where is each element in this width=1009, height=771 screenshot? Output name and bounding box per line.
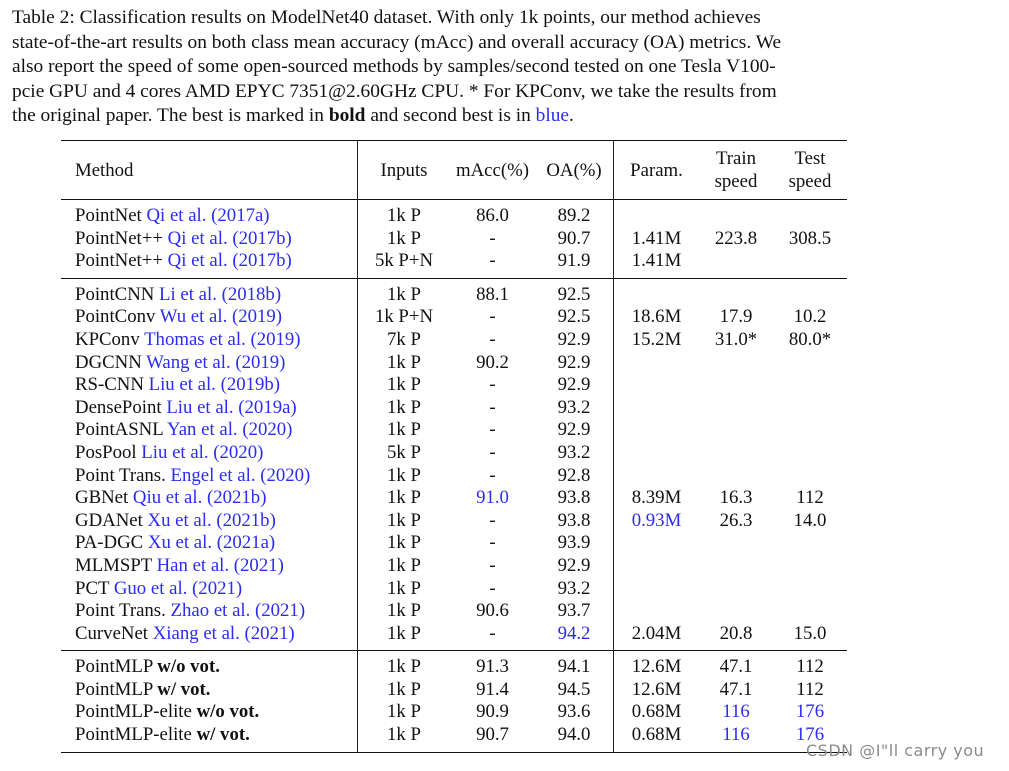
method-citation: Liu et al. (2019a) (166, 396, 297, 418)
cell-param: 0.68M (614, 724, 700, 752)
cell-test (773, 600, 847, 623)
table-group (61, 278, 847, 651)
cell-param: 2.04M (614, 623, 700, 651)
cell-inputs: 1k P (358, 578, 451, 601)
cell-train: 116 (722, 724, 750, 746)
header-test-speed (773, 141, 847, 200)
table-row (61, 724, 847, 752)
method-citation: Li et al. (2018b) (159, 283, 282, 305)
caption-line: Table 2: Classification results on ModelNet40 dataset. With only 1k points, our method achieves (12, 7, 761, 28)
cell-oa: 93.2 (557, 441, 591, 463)
cell-param: 12.6M (614, 651, 700, 679)
cell-macc: - (489, 227, 496, 249)
cell-train: 116 (722, 701, 750, 723)
cell-oa: 92.9 (557, 419, 591, 441)
cell-inputs: 1k P (358, 278, 451, 306)
cell-oa: 93.2 (557, 396, 591, 418)
table-row (61, 306, 847, 329)
cell-macc: - (489, 396, 496, 418)
method-name: PointMLP-elite (75, 724, 192, 746)
cell-test (773, 352, 847, 375)
method-citation: Liu et al. (2020) (141, 441, 264, 463)
cell-train: 47.1 (719, 678, 753, 700)
method-citation: Xiang et al. (2021) (152, 622, 295, 644)
table-row (61, 651, 847, 679)
table-row (61, 442, 847, 465)
cell-test (773, 442, 847, 465)
cell-test (773, 374, 847, 397)
cell-param (614, 555, 700, 578)
cell-macc: - (489, 622, 496, 644)
method-name: PointASNL (75, 419, 164, 441)
cell-train (699, 532, 773, 555)
cell-oa: 93.6 (557, 701, 591, 723)
cell-oa: 93.7 (557, 600, 591, 622)
cell-param: 18.6M (614, 306, 700, 329)
method-variant: w/o vot. (157, 656, 220, 678)
cell-test: 10.2 (793, 306, 827, 328)
method-citation: Qi et al. (2017b) (167, 227, 292, 249)
cell-param (614, 600, 700, 623)
method-name: RS-CNN (75, 374, 144, 396)
table-row (61, 465, 847, 488)
cell-inputs: 1k P (358, 679, 451, 702)
cell-oa: 92.9 (557, 351, 591, 373)
table-header-row (61, 141, 847, 200)
cell-method (61, 701, 358, 724)
cell-oa: 92.9 (557, 374, 591, 396)
cell-macc: - (489, 464, 496, 486)
cell-method (61, 623, 358, 651)
cell-param: 1.41M (614, 228, 700, 251)
cell-inputs: 1k P (358, 397, 451, 420)
cell-param (614, 419, 700, 442)
table-row (61, 510, 847, 533)
cell-oa: 93.2 (557, 577, 591, 599)
cell-test (773, 465, 847, 488)
cell-inputs: 1k P (358, 623, 451, 651)
table-row (61, 701, 847, 724)
table-caption (12, 6, 1002, 129)
table-row (61, 374, 847, 397)
cell-inputs: 1k P (358, 419, 451, 442)
method-name: Point Trans. (75, 600, 166, 622)
cell-test (773, 397, 847, 420)
cell-inputs: 1k P (358, 352, 451, 375)
cell-oa: 94.5 (557, 678, 591, 700)
method-citation: Xu et al. (2021a) (147, 532, 276, 554)
method-variant: w/ vot. (196, 724, 250, 746)
cell-method (61, 419, 358, 442)
cell-method (61, 250, 358, 278)
cell-param (614, 532, 700, 555)
cell-inputs: 1k P (358, 600, 451, 623)
cell-macc: - (489, 419, 496, 441)
method-name: PosPool (75, 441, 137, 463)
cell-train (699, 442, 773, 465)
cell-method (61, 578, 358, 601)
caption-line: also report the speed of some open-sourced methods by samples/second tested on one Tesla V100- (12, 56, 776, 78)
cell-method (61, 200, 358, 228)
cell-inputs: 1k P (358, 200, 451, 228)
cell-oa: 91.9 (557, 250, 591, 272)
cell-test (773, 278, 847, 306)
cell-train (699, 397, 773, 420)
method-name: MLMSPT (75, 554, 152, 576)
caption-text: the original paper. The best is marked in (12, 105, 329, 127)
method-name: DensePoint (75, 396, 162, 418)
cell-inputs: 1k P (358, 374, 451, 397)
table-row (61, 578, 847, 601)
cell-inputs: 1k P (358, 532, 451, 555)
cell-param (614, 465, 700, 488)
cell-macc: 91.0 (476, 487, 509, 509)
cell-test: 112 (796, 678, 824, 700)
method-variant: w/o vot. (196, 701, 260, 723)
cell-method (61, 600, 358, 623)
caption-bold-word: bold (328, 105, 366, 127)
cell-param: 12.6M (614, 679, 700, 702)
cell-macc: - (489, 577, 496, 599)
cell-train: 17.9 (719, 306, 753, 328)
cell-test: 80.0* (788, 328, 832, 350)
cell-test (773, 419, 847, 442)
header-param: Param. (614, 141, 700, 200)
cell-test: 308.5 (788, 227, 832, 249)
cell-macc: - (489, 306, 496, 328)
cell-method (61, 329, 358, 352)
cell-param: 0.68M (614, 701, 700, 724)
cell-inputs: 1k P (358, 487, 451, 510)
method-citation: Wu et al. (2019) (159, 306, 283, 328)
table-row (61, 555, 847, 578)
method-citation: Qi et al. (2017a) (146, 205, 270, 226)
cell-test (773, 578, 847, 601)
header-inputs: Inputs (358, 141, 451, 200)
cell-method (61, 278, 358, 306)
method-name: PointNet (75, 205, 142, 226)
cell-inputs: 1k P (358, 701, 451, 724)
cell-train (699, 555, 773, 578)
method-name: PointNet++ (75, 250, 163, 272)
cell-test (773, 532, 847, 555)
cell-train: 20.8 (719, 622, 753, 644)
method-citation: Yan et al. (2020) (167, 419, 293, 441)
table-row (61, 532, 847, 555)
method-citation: Guo et al. (2021) (113, 577, 243, 599)
method-name: PA-DGC (75, 532, 144, 554)
cell-train (699, 578, 773, 601)
cell-macc: 88.1 (476, 283, 509, 305)
cell-param: 8.39M (614, 487, 700, 510)
cell-train: 47.1 (719, 656, 753, 678)
cell-test: 112 (796, 656, 824, 678)
cell-oa: 94.2 (557, 622, 591, 644)
cell-train: 31.0* (714, 328, 758, 350)
results-table (61, 140, 847, 753)
cell-method (61, 397, 358, 420)
cell-oa: 93.8 (557, 509, 591, 531)
cell-oa: 92.8 (557, 464, 591, 486)
cell-test: 112 (796, 487, 824, 509)
cell-method (61, 352, 358, 375)
method-name: PointConv (75, 306, 156, 328)
table-group (61, 651, 847, 752)
cell-macc: 91.3 (476, 656, 509, 678)
cell-oa: 92.5 (557, 306, 591, 328)
method-citation: Qiu et al. (2021b) (132, 487, 267, 509)
cell-train: 223.8 (714, 227, 758, 249)
cell-macc: 86.0 (476, 205, 509, 226)
header-macc: mAcc(%) (456, 159, 529, 181)
cell-train (699, 250, 773, 278)
cell-param (614, 397, 700, 420)
cell-inputs: 1k P (358, 724, 451, 752)
table-row (61, 600, 847, 623)
header-method: Method (75, 159, 134, 181)
cell-method (61, 510, 358, 533)
table-row (61, 679, 847, 702)
cell-param (614, 200, 700, 228)
cell-macc: - (489, 554, 496, 576)
method-name: PointMLP (75, 678, 153, 700)
cell-oa: 92.9 (557, 328, 591, 350)
cell-train (699, 374, 773, 397)
table-group (61, 200, 847, 279)
watermark: CSDN @I"ll carry you (806, 741, 985, 760)
method-name: KPConv (75, 328, 140, 350)
table-row (61, 623, 847, 651)
header-train-line1: Train (715, 148, 756, 169)
cell-method (61, 228, 358, 251)
cell-oa: 92.9 (557, 554, 591, 576)
method-citation: Qi et al. (2017b) (167, 250, 292, 272)
caption-text: and second best is in (365, 105, 536, 127)
method-name: GBNet (75, 487, 129, 509)
cell-test: 176 (795, 724, 825, 746)
table-row (61, 419, 847, 442)
cell-oa: 94.1 (557, 656, 591, 678)
table-row (61, 487, 847, 510)
cell-method (61, 724, 358, 752)
cell-inputs: 5k P+N (358, 250, 451, 278)
cell-train (699, 600, 773, 623)
header-oa: OA(%) (546, 159, 602, 181)
cell-method (61, 442, 358, 465)
cell-param (614, 278, 700, 306)
cell-inputs: 1k P (358, 510, 451, 533)
cell-macc: - (489, 532, 496, 554)
cell-method (61, 679, 358, 702)
cell-inputs: 1k P (358, 651, 451, 679)
cell-test (773, 250, 847, 278)
method-citation: Xu et al. (2021b) (147, 509, 276, 531)
method-citation: Zhao et al. (2021) (170, 600, 306, 622)
cell-macc: - (489, 328, 496, 350)
cell-macc: 90.7 (476, 724, 509, 746)
method-variant: w/ vot. (157, 678, 211, 700)
cell-param (614, 578, 700, 601)
method-citation: Thomas et al. (2019) (144, 328, 301, 350)
cell-test: 176 (795, 701, 825, 723)
cell-train: 16.3 (719, 487, 753, 509)
cell-inputs: 1k P (358, 228, 451, 251)
header-test-line2: speed (788, 171, 832, 192)
cell-test (773, 200, 847, 228)
cell-train (699, 278, 773, 306)
cell-param (614, 374, 700, 397)
caption-line: state-of-the-art results on both class mean accuracy (mAcc) and overall accuracy (OA) metrics. We (12, 31, 782, 53)
cell-param: 0.93M (614, 510, 700, 533)
cell-macc: - (489, 441, 496, 463)
cell-macc: 91.4 (476, 678, 509, 700)
cell-macc: 90.6 (476, 600, 509, 622)
caption-text: . (569, 105, 574, 127)
cell-test (773, 555, 847, 578)
cell-oa: 94.0 (557, 724, 591, 746)
header-train-speed (699, 141, 773, 200)
method-name: PCT (75, 577, 110, 599)
cell-inputs: 1k P (358, 555, 451, 578)
method-citation: Han et al. (2021) (156, 554, 284, 576)
cell-train (699, 352, 773, 375)
cell-inputs: 5k P (358, 442, 451, 465)
cell-method (61, 374, 358, 397)
cell-method (61, 555, 358, 578)
cell-oa: 89.2 (557, 205, 591, 226)
cell-macc: 90.2 (476, 351, 509, 373)
cell-oa: 93.8 (557, 487, 591, 509)
cell-macc: - (489, 250, 496, 272)
method-name: Point Trans. (75, 464, 166, 486)
method-name: CurveNet (75, 622, 149, 644)
cell-macc: 90.9 (476, 701, 509, 723)
caption-line (12, 104, 1002, 129)
cell-param (614, 442, 700, 465)
cell-train (699, 200, 773, 228)
cell-oa: 92.5 (557, 283, 591, 305)
table-row (61, 228, 847, 251)
cell-macc: - (489, 374, 496, 396)
method-name: PointMLP-elite (75, 701, 192, 723)
cell-method (61, 306, 358, 329)
cell-train (699, 419, 773, 442)
cell-method (61, 532, 358, 555)
cell-test: 15.0 (793, 622, 827, 644)
method-name: PointMLP (75, 656, 153, 678)
cell-oa: 93.9 (557, 532, 591, 554)
method-citation: Engel et al. (2020) (170, 464, 311, 486)
cell-macc: - (489, 509, 496, 531)
cell-test: 14.0 (793, 509, 827, 531)
method-citation: Wang et al. (2019) (146, 351, 286, 373)
cell-inputs: 1k P+N (358, 306, 451, 329)
method-name: GDANet (75, 509, 143, 531)
header-train-line2: speed (714, 171, 758, 192)
caption-blue-word: blue (535, 105, 570, 127)
cell-method (61, 465, 358, 488)
cell-train (699, 465, 773, 488)
table-row (61, 352, 847, 375)
cell-inputs: 1k P (358, 465, 451, 488)
table-row (61, 278, 847, 306)
table-row (61, 200, 847, 228)
header-test-line1: Test (794, 148, 826, 169)
cell-param: 1.41M (614, 250, 700, 278)
cell-method (61, 651, 358, 679)
table-row (61, 397, 847, 420)
cell-param (614, 352, 700, 375)
method-name: PointNet++ (75, 227, 163, 249)
table-row (61, 329, 847, 352)
method-name: DGCNN (75, 351, 142, 373)
cell-param: 15.2M (614, 329, 700, 352)
table-row (61, 250, 847, 278)
caption-line: pcie GPU and 4 cores AMD EPYC 7351@2.60GHz CPU. * For KPConv, we take the results from (12, 80, 777, 102)
method-citation: Liu et al. (2019b) (148, 374, 281, 396)
method-name: PointCNN (75, 283, 155, 305)
cell-oa: 90.7 (557, 227, 591, 249)
cell-train: 26.3 (719, 509, 753, 531)
cell-inputs: 7k P (358, 329, 451, 352)
cell-method (61, 487, 358, 510)
